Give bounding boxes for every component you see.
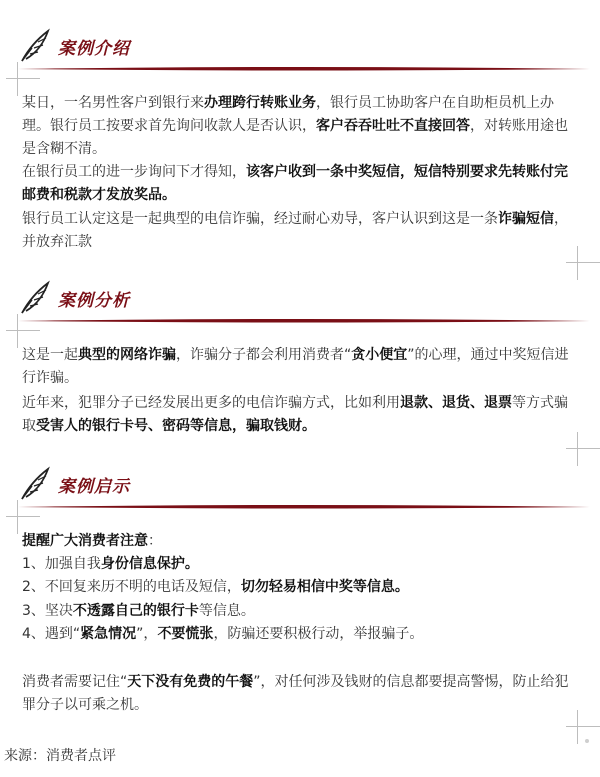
paragraph bbox=[22, 344, 574, 390]
text-run: 这是一起 bbox=[22, 347, 78, 363]
text-run: ”，对任何涉及钱财的信息都要提高警惕，防止给犯罪分子以可乘之机。 bbox=[22, 674, 569, 713]
corner-mark bbox=[6, 500, 40, 534]
feather-icon bbox=[18, 280, 52, 316]
emphasis-text: 客户吞吞吐吐不直接回答 bbox=[316, 118, 470, 134]
corner-mark bbox=[566, 246, 600, 280]
section-divider bbox=[18, 66, 590, 72]
emphasis-text: 身份信息保护。 bbox=[100, 556, 199, 572]
paragraph bbox=[22, 530, 574, 553]
emphasis-text: 提醒广大消费者注意 bbox=[22, 533, 148, 549]
paragraph bbox=[22, 671, 574, 717]
text-run: 等方式骗取 bbox=[22, 395, 568, 434]
list-item bbox=[22, 576, 574, 599]
text-run: 1、加强自我 bbox=[22, 556, 101, 572]
emphasis-text: 切勿轻易相信中奖等信息。 bbox=[240, 579, 409, 595]
section-title: 案例分析 bbox=[58, 291, 130, 311]
section-divider bbox=[18, 504, 590, 510]
text-run: 等信息。 bbox=[198, 603, 255, 619]
decorative-dot bbox=[585, 739, 589, 743]
section-divider bbox=[18, 318, 590, 324]
emphasis-text: 典型的网络诈骗 bbox=[78, 347, 176, 363]
text-run: ，防骗还要积极行动，举报骗子。 bbox=[213, 626, 424, 642]
text-run: 4、遇到“ bbox=[22, 626, 81, 642]
emphasis-text: 诈骗短信 bbox=[498, 211, 554, 227]
text-run: ： bbox=[148, 533, 162, 549]
section-title: 案例介绍 bbox=[58, 39, 130, 59]
text-run: ，银行员工协助客户在自助柜员机上办理。银行员工按要求首先询问收款人是否认识， bbox=[22, 95, 554, 134]
section-heading-case-intro bbox=[18, 28, 590, 68]
text-run: 3、坚决 bbox=[22, 603, 73, 619]
text-run: 在银行员工的进一步询问下才得知， bbox=[22, 164, 246, 180]
text-run: 消费者需要记住“ bbox=[22, 674, 128, 690]
emphasis-text: 不透露自己的银行卡 bbox=[72, 603, 199, 619]
section-heading-case-analysis bbox=[18, 280, 590, 320]
emphasis-text: 该客户收到一条中奖短信，短信特别要求先转账付完邮费和税款才发放奖品。 bbox=[22, 164, 568, 203]
corner-mark bbox=[566, 710, 600, 744]
text-run: ”的心理，通过中奖短信进行诈骗。 bbox=[22, 347, 569, 386]
section-heading-case-insight bbox=[18, 466, 590, 506]
text-run: ”， bbox=[136, 626, 158, 642]
corner-mark bbox=[6, 62, 40, 96]
paragraph bbox=[22, 92, 574, 161]
emphasis-text: 不要慌张 bbox=[157, 626, 214, 642]
corner-mark bbox=[566, 432, 600, 466]
text-run: 银行员工认定这是一起典型的电信诈骗，经过耐心劝导，客户认识到这是一条 bbox=[22, 211, 498, 227]
text-run: ，对转账用途也是含糊不清。 bbox=[22, 118, 568, 157]
text-run: ，并放弃汇款 bbox=[22, 211, 568, 250]
text-run: ，诈骗分子都会利用消费者“ bbox=[176, 347, 352, 363]
section-title: 案例启示 bbox=[58, 477, 130, 497]
list-item bbox=[22, 553, 574, 576]
feather-icon bbox=[18, 466, 52, 502]
emphasis-text: 天下没有免费的午餐 bbox=[127, 674, 254, 690]
paragraph bbox=[22, 392, 574, 438]
paragraph bbox=[22, 161, 574, 207]
feather-icon bbox=[18, 28, 52, 64]
emphasis-text: 退款、退货、退票 bbox=[400, 395, 512, 411]
emphasis-text: 紧急情况 bbox=[80, 626, 137, 642]
emphasis-text: 办理跨行转账业务 bbox=[204, 95, 316, 111]
corner-mark bbox=[6, 314, 40, 348]
list-item bbox=[22, 600, 574, 623]
source-credit: 来源：消费者点评 bbox=[4, 748, 116, 764]
paragraph bbox=[22, 208, 574, 254]
text-run: 2、不回复来历不明的电话及短信， bbox=[22, 579, 241, 595]
list-item bbox=[22, 623, 574, 646]
text-run: 近年来，犯罪分子已经发展出更多的电信诈骗方式，比如利用 bbox=[22, 395, 400, 411]
text-run: 某日，一名男性客户到银行来 bbox=[22, 95, 204, 111]
emphasis-text: 受害人的银行卡号、密码等信息，骗取钱财。 bbox=[36, 418, 316, 434]
emphasis-text: 贪小便宜 bbox=[351, 347, 408, 363]
